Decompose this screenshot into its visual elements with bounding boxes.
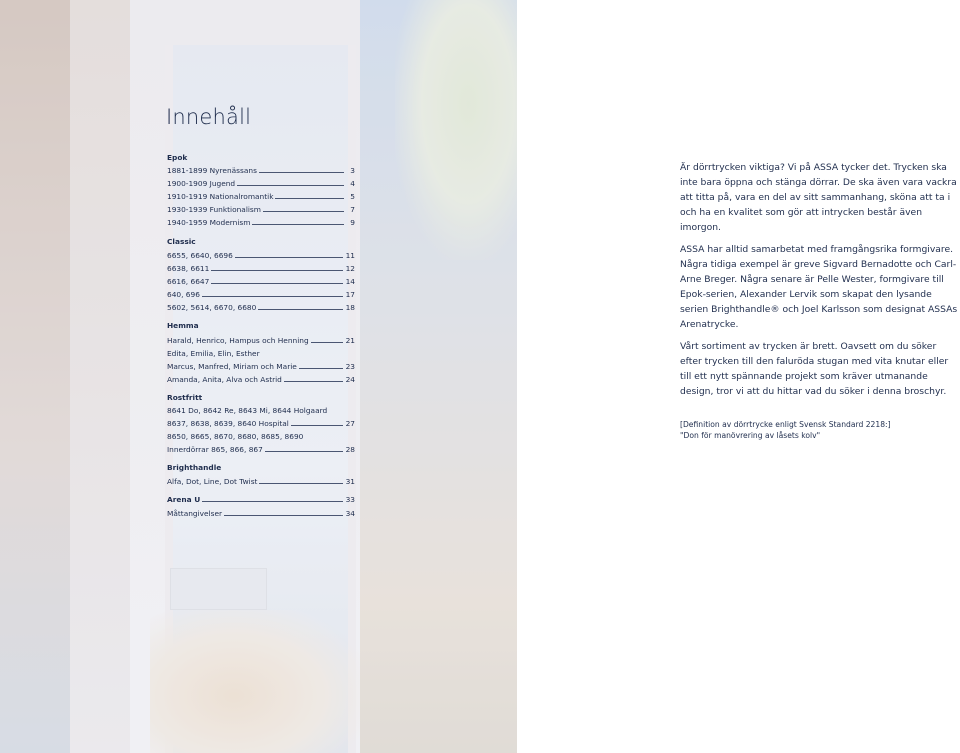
toc-entry[interactable]: 1881-1899 Nyrenässans 3 xyxy=(167,166,355,175)
toc-entry[interactable]: 1930-1939 Funktionalism 7 xyxy=(167,205,355,214)
toc-entry[interactable]: 8641 Do, 8642 Re, 8643 Mi, 8644 Holgaard xyxy=(167,406,328,415)
intro-paragraph-3: Vårt sortiment av trycken är brett. Oavsett om du söker efter trycken till den faluröda stugan med vita knutar eller till ett nytt spännande projekt som kräver utmanande design, tror vi att du hittar vad du söker i denna broschyr. xyxy=(680,341,949,397)
toc-heading-epok: Epok xyxy=(167,153,188,162)
toc-heading-brighthandle: Brighthandle xyxy=(167,463,222,472)
toc-entry-arena-u[interactable]: Arena U 33 xyxy=(167,495,355,504)
toc-heading-classic: Classic xyxy=(167,237,196,246)
toc-entry[interactable]: 6616, 6647 14 xyxy=(167,277,355,286)
page-title: Innehåll xyxy=(166,105,252,129)
toc-heading-hemma: Hemma xyxy=(167,321,199,330)
toc-entry[interactable]: Amanda, Anita, Alva och Astrid 24 xyxy=(167,375,355,384)
toc-heading-rostfritt: Rostfritt xyxy=(167,393,203,402)
toc-entry[interactable]: 640, 696 17 xyxy=(167,290,355,299)
intro-paragraph-2: ASSA har alltid samarbetat med framgångsrika formgivare. Några tidiga exempel är greve Sigvard Bernadotte och Carl-Arne Breger. Några senare är Pelle Wester, formgivare till Epok-serien, Alexander Lervik som skapat den lysande serien Brighthandle® och Joel Karlsson som designat ASSAs Arenatrycke. xyxy=(680,244,958,330)
toc-entry[interactable]: Marcus, Manfred, Miriam och Marie 23 xyxy=(167,362,355,371)
toc-entry[interactable]: 1940-1959 Modernism 9 xyxy=(167,218,355,227)
toc-entry[interactable]: Edita, Emilia, Elin, Esther xyxy=(167,349,260,358)
toc-entry[interactable]: 8650, 8665, 8670, 8680, 8685, 8690 xyxy=(167,432,304,441)
toc-entry[interactable]: Harald, Henrico, Hampus och Henning 21 xyxy=(167,336,355,345)
toc-entry[interactable]: Måttangivelser 34 xyxy=(167,509,355,518)
toc-entry[interactable]: 1910-1919 Nationalromantik 5 xyxy=(167,192,355,201)
definition-note xyxy=(680,419,960,441)
toc-entry[interactable]: 6638, 6611 12 xyxy=(167,264,355,273)
toc-entry[interactable]: 5602, 5614, 6670, 6680 18 xyxy=(167,303,355,312)
intro-text xyxy=(680,160,960,441)
toc-entry[interactable]: Alfa, Dot, Line, Dot Twist 31 xyxy=(167,477,355,486)
toc-entry[interactable]: 8637, 8638, 8639, 8640 Hospital 27 xyxy=(167,419,355,428)
definition-line-2: "Don för manövrering av låsets kolv" xyxy=(680,431,821,440)
toc-entry[interactable]: Innerdörrar 865, 866, 867 28 xyxy=(167,445,355,454)
toc-entry[interactable]: 6655, 6640, 6696 11 xyxy=(167,251,355,260)
definition-line-1: [Definition av dörrtrycke enligt Svensk Standard 2218:] xyxy=(680,420,891,429)
toc-entry[interactable]: 1900-1909 Jugend 4 xyxy=(167,179,355,188)
intro-paragraph-1: Är dörrtrycken viktiga? Vi på ASSA tycker det. Trycken ska inte bara öppna och stänga dörrar. De ska även vara vackra att titta på, vara en del av sitt sammanhang, sköna att ta i och ha en kvalitet som gör att intrycken består även imorgon. xyxy=(680,162,957,233)
